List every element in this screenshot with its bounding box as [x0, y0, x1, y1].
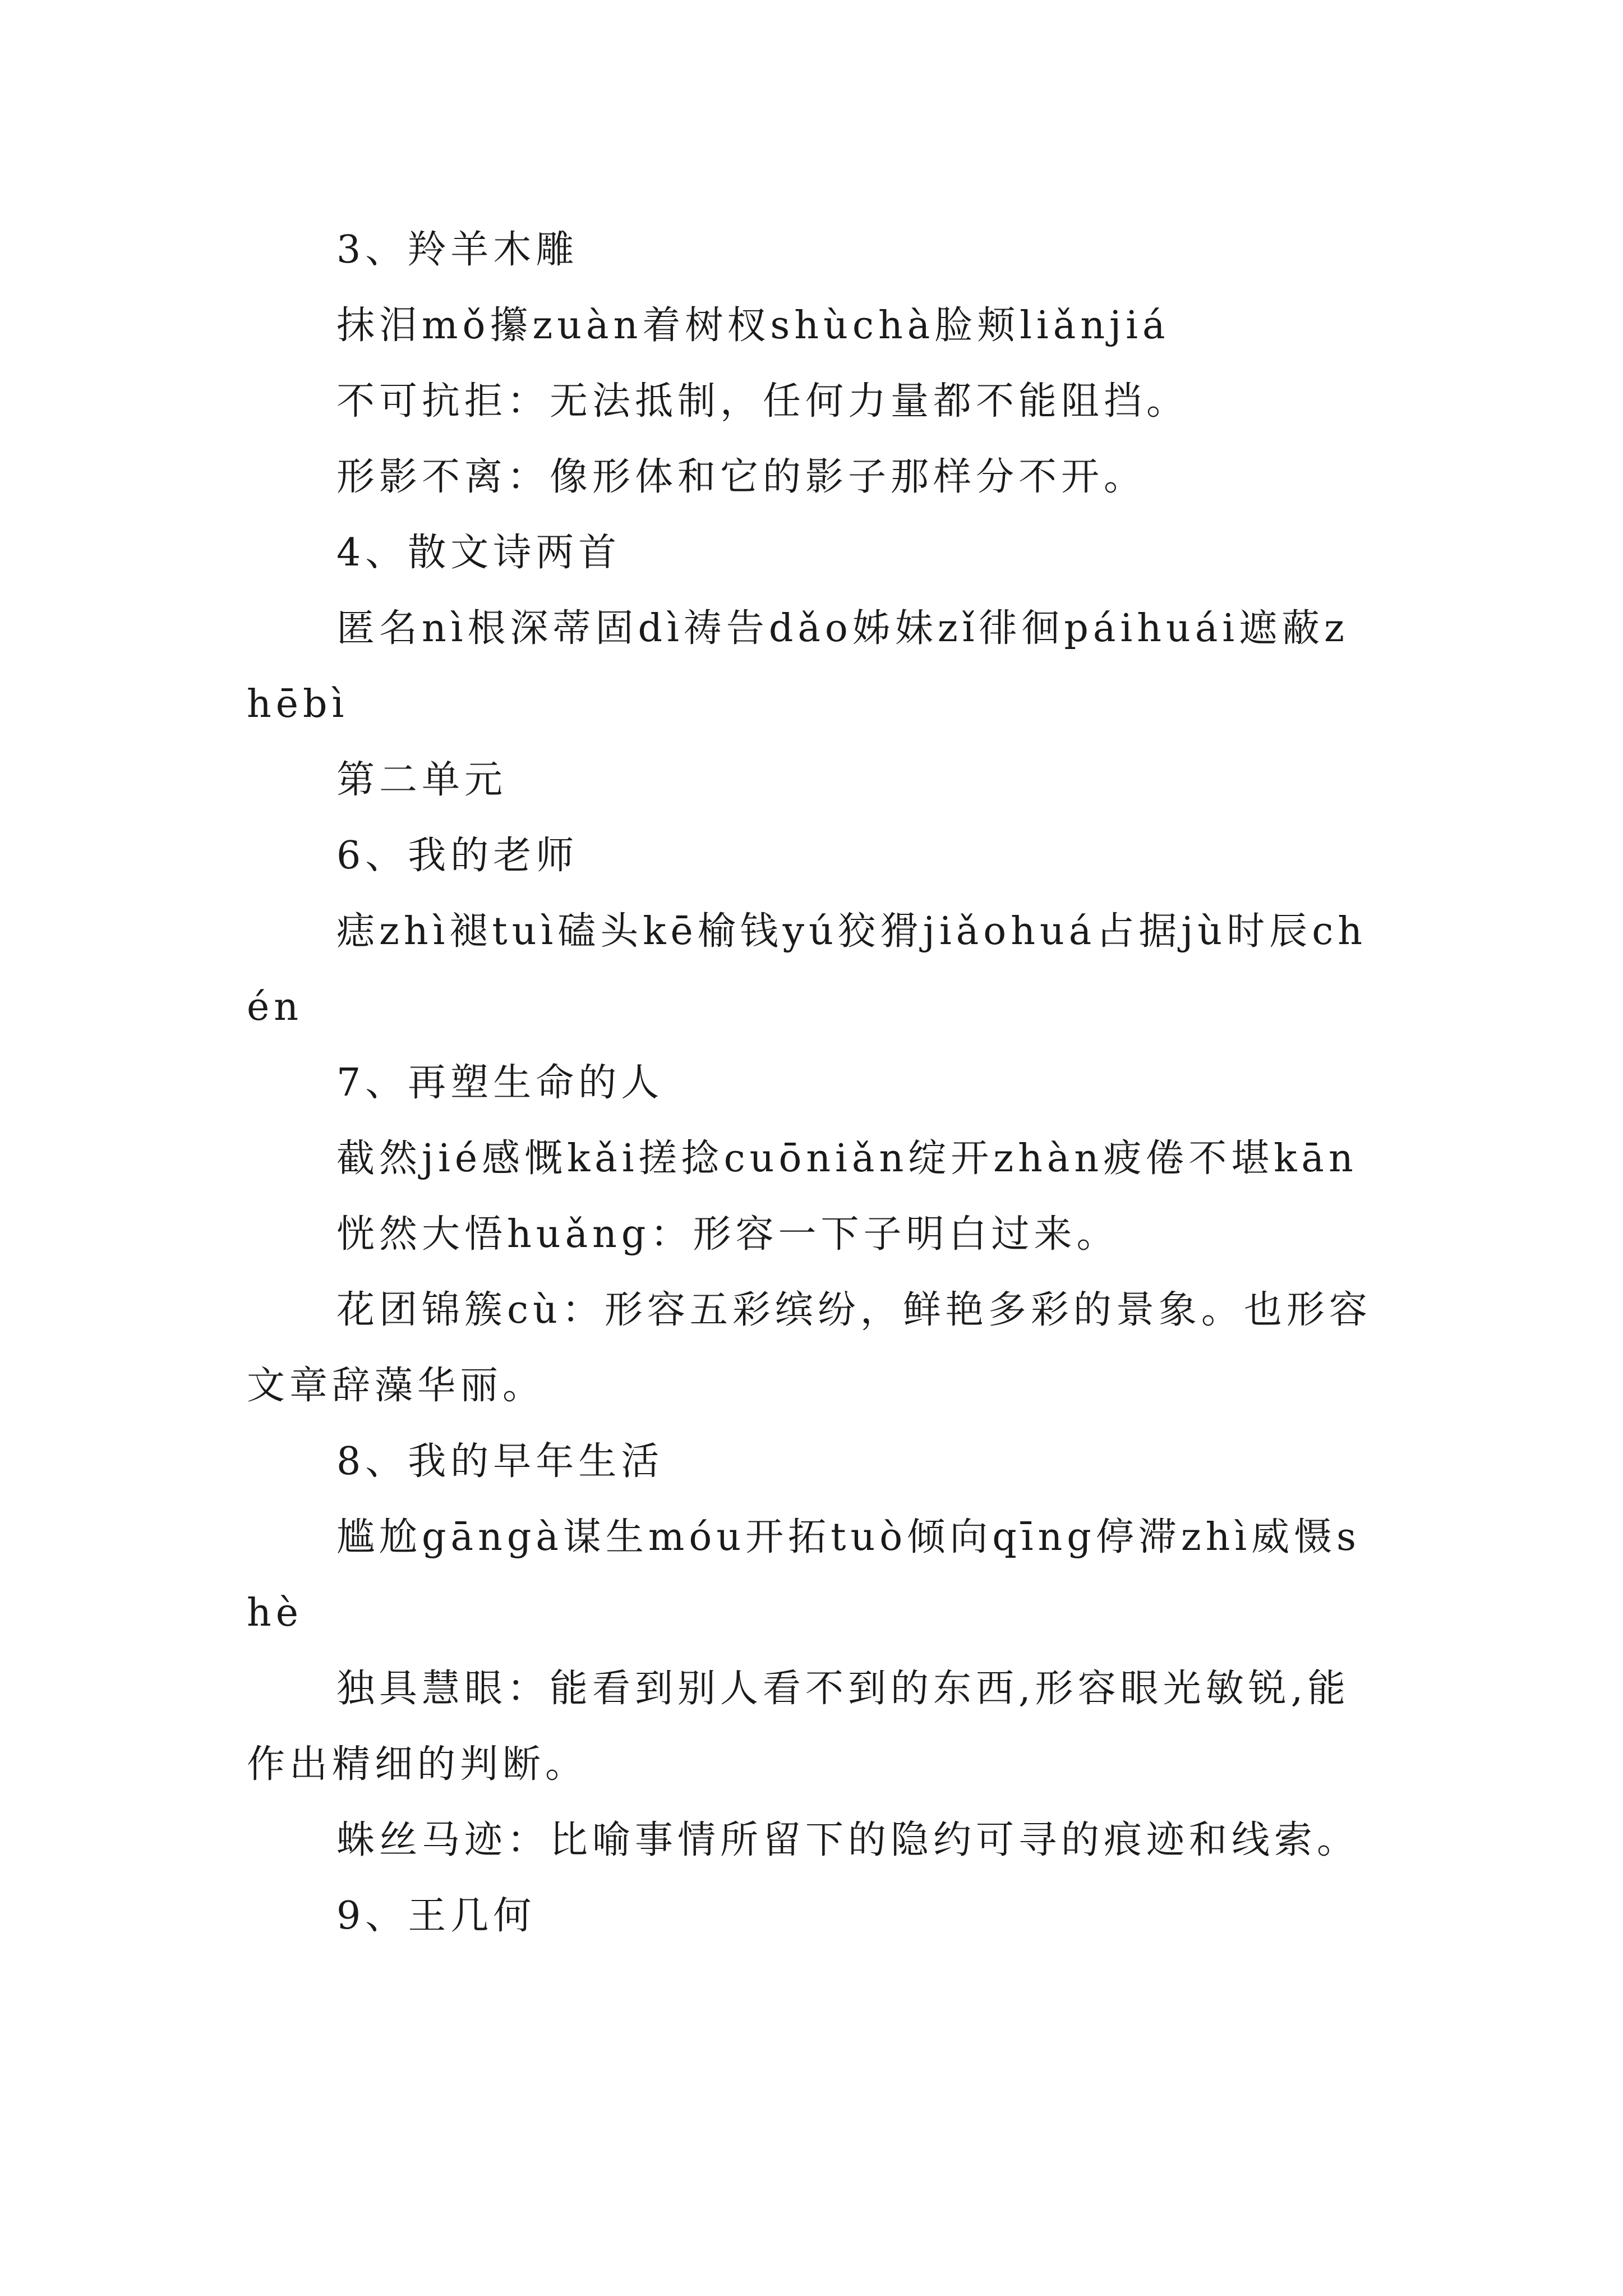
section-heading: 3、羚羊木雕: [336, 228, 579, 272]
vocabulary-line: 匿名nì根深蒂固dì祷告dǎo姊妹zǐ徘徊páihuái遮蔽zhēbì: [247, 606, 1349, 726]
vocabulary-line: 痣zhì褪tuì磕头kē榆钱yú狡猾jiǎohuá占据jù时辰chén: [247, 909, 1367, 1029]
unit-heading: 第二单元: [336, 758, 508, 802]
vocabulary-line: 尴尬gāngà谋生móu开拓tuò倾向qīng停滞zhì威慑shè: [247, 1515, 1361, 1635]
vocabulary-line: 抹泪mǒ攥zuàn着树杈shùchà脸颊liǎnjiá: [336, 303, 1170, 348]
document-body: [247, 212, 1374, 1954]
section-heading: 9、王几何: [336, 1894, 536, 1938]
idiom-definition: 花团锦簇cù：形容五彩缤纷，鲜艳多彩的景象。也形容文章辞藻华丽。: [247, 1288, 1372, 1408]
idiom-definition: 蛛丝马迹：比喻事情所留下的隐约可寻的痕迹和线索。: [336, 1818, 1360, 1862]
section-heading: 7、再塑生命的人: [336, 1061, 664, 1105]
section-heading: 6、我的老师: [336, 834, 579, 878]
section-heading: 4、散文诗两首: [336, 531, 621, 575]
idiom-definition: 恍然大悟huǎng：形容一下子明白过来。: [336, 1212, 1119, 1257]
idiom-definition: 独具慧眼：能看到别人看不到的东西,形容眼光敏锐,能作出精细的判断。: [247, 1667, 1350, 1787]
idiom-definition: 不可抗拒：无法抵制，任何力量都不能阻挡。: [336, 379, 1189, 424]
section-heading: 8、我的早年生活: [336, 1439, 664, 1484]
idiom-definition: 形影不离：像形体和它的影子那样分不开。: [336, 455, 1147, 499]
vocabulary-line: 截然jié感慨kǎi搓捻cuōniǎn绽开zhàn疲倦不堪kān: [336, 1137, 1358, 1181]
